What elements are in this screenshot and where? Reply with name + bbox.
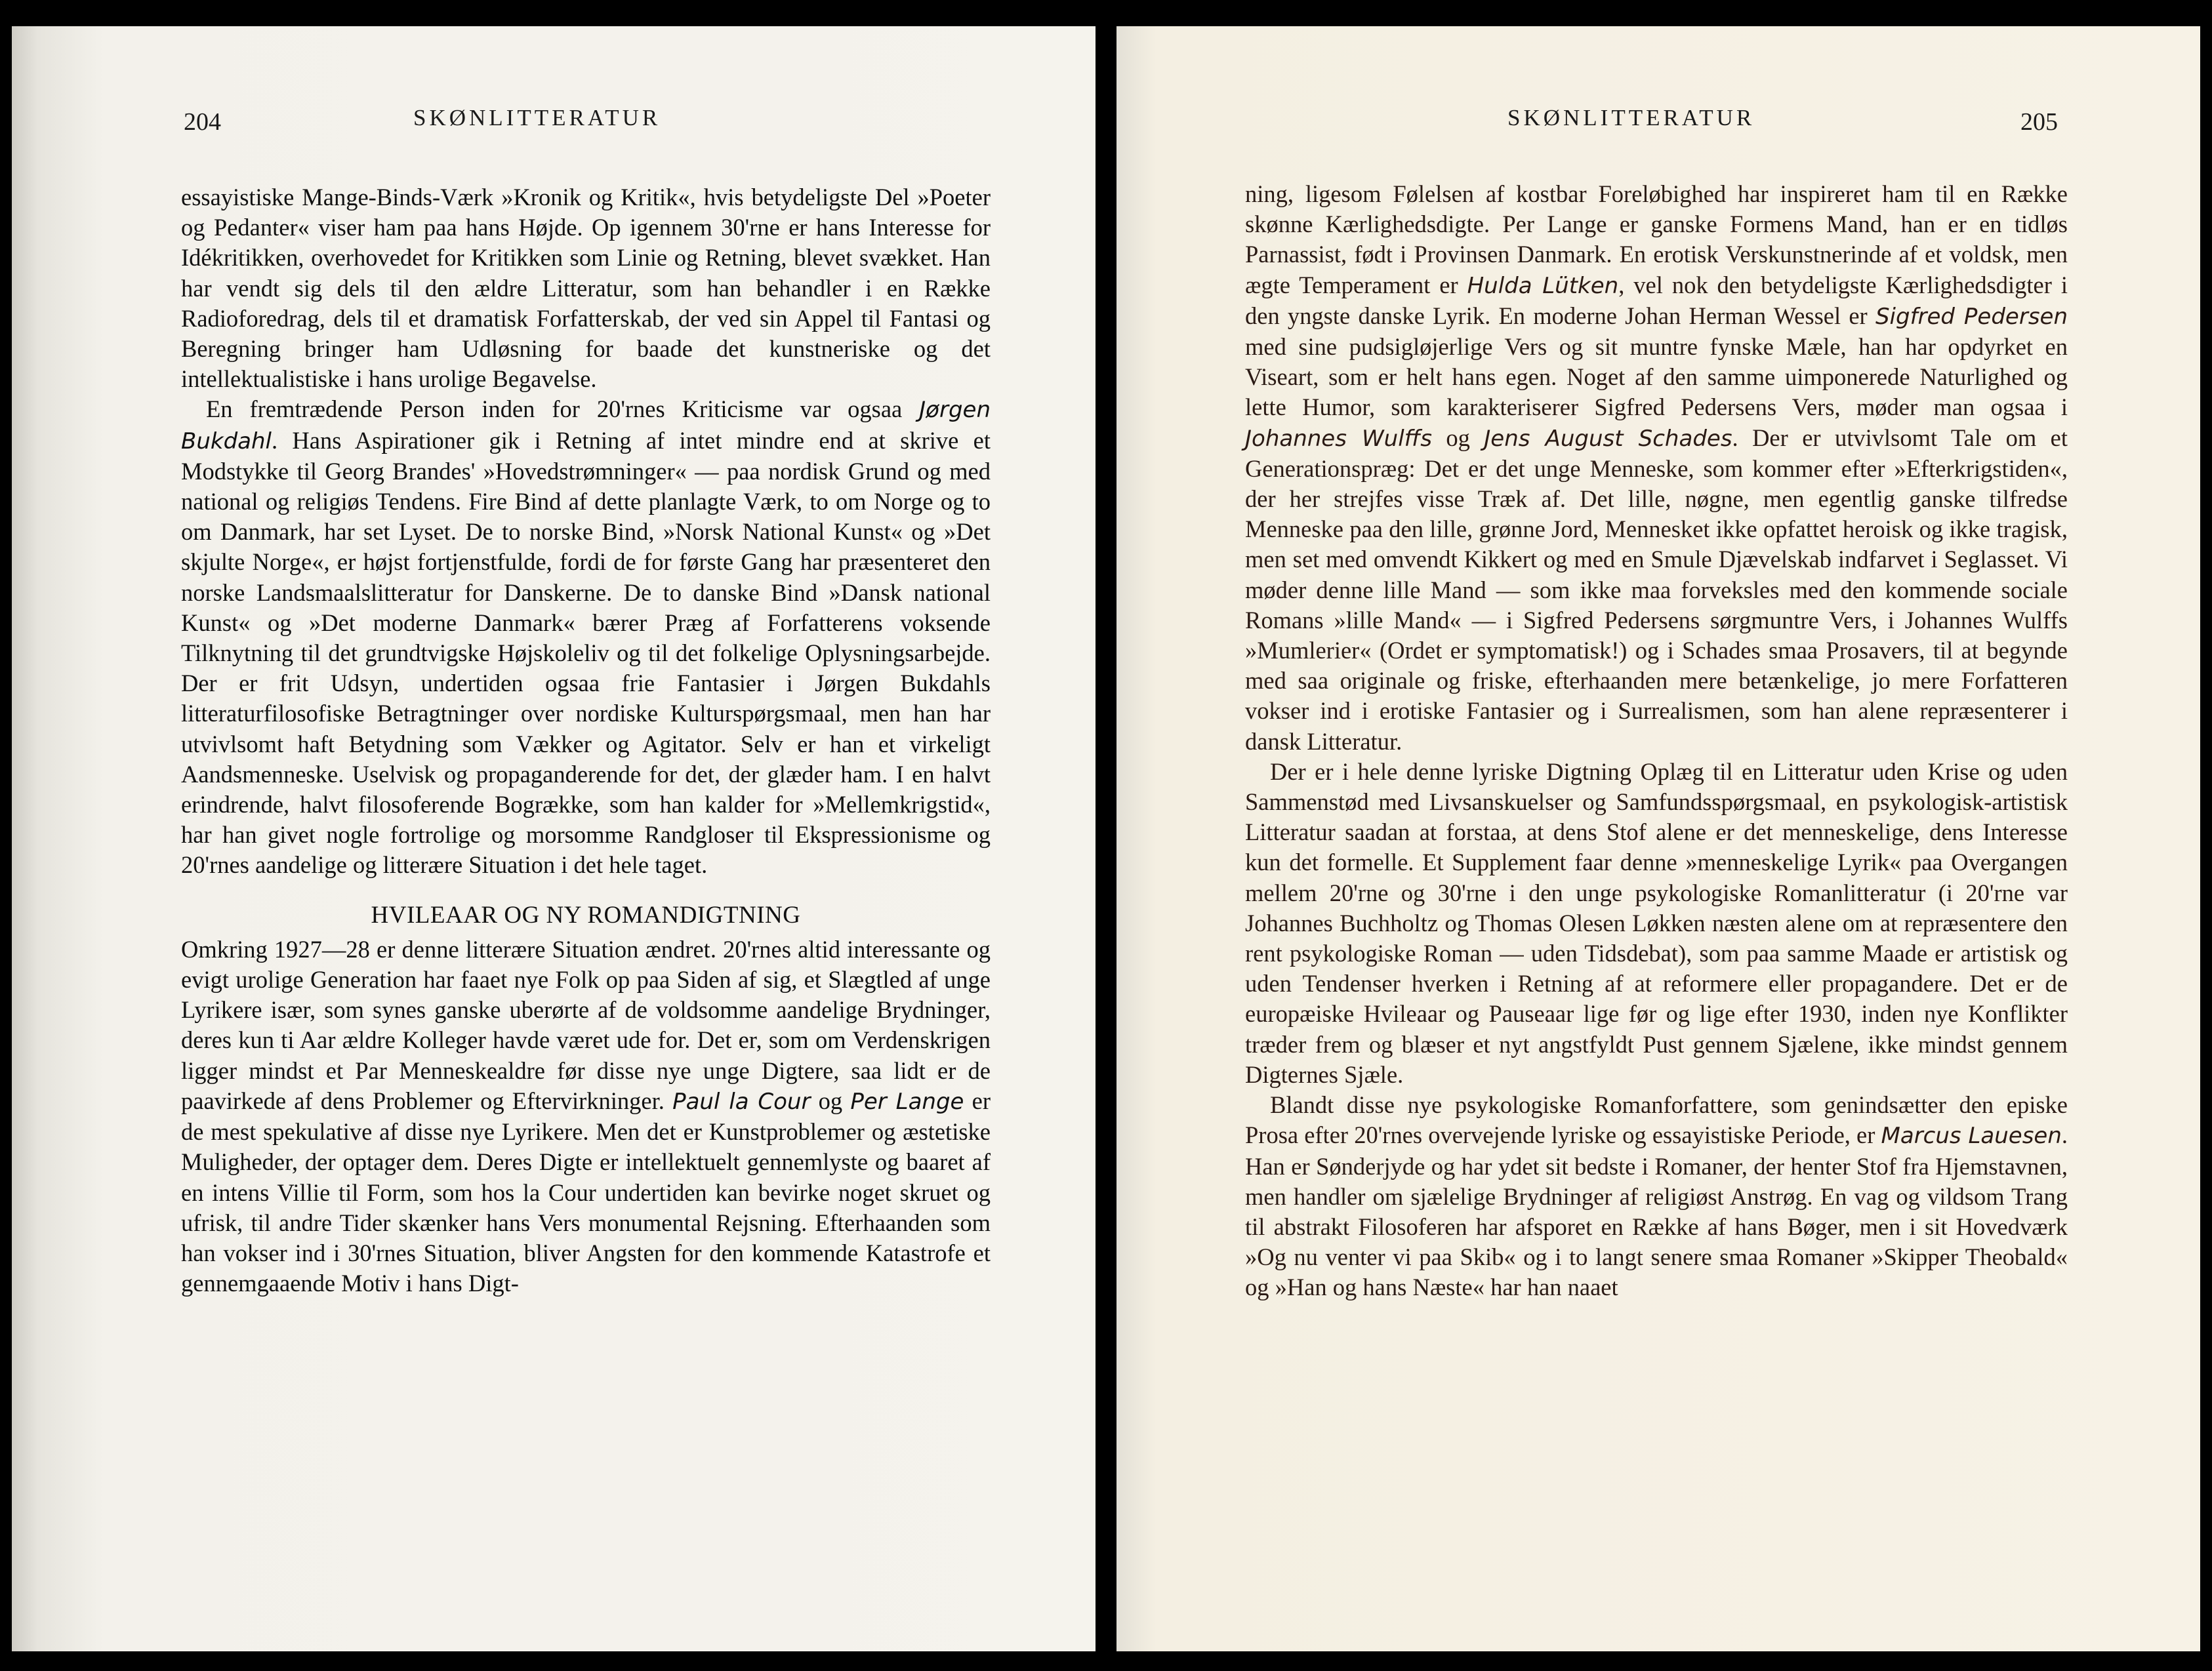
italic-name: Hulda Lütken [1467, 272, 1619, 299]
page-body [181, 182, 991, 1299]
paragraph [1245, 179, 2068, 757]
text-run: Der er i hele denne lyriske Digtning Oplæg til en Litteratur uden Krise og uden Sammenstød med Livsanskuelser og Samfundsspørgsmaal, en psykologisk-artistisk Litteratur saadan at forstaa, at dens Stof alene er det menneskelige, dens Interesse kun det formelle. Et Supplement faar denne »menneskelige Lyrik« paa Overgangen mellem 20'rne og 30'rne i den unge psykologiske Romanlitteratur (i 20'rne var Johannes Buchholtz og Thomas Olesen Løkken næsten alene om at repræsentere den rent psykologiske Roman — uden Tidsdebat), som paa samme Maade er artistisk og uden Tendenser hverken i Retning af at reformere eller propagandere. Det er de europæiske Hvileaar og Pauseaar lige før og lige efter 1930, inden nye Konflikter træder frem og blæser et nyt angstfyldt Pust gennem Sjælene, ikke mindst gennem Digternes Sjæle. [1245, 757, 2068, 1088]
text-run: En fremtrædende Person inden for 20'rnes Kriticisme var ogsaa [206, 395, 920, 423]
paragraph [1245, 1090, 2068, 1302]
left-page [12, 26, 1096, 1651]
italic-name: Johannes Wulffs [1245, 425, 1432, 452]
running-head: SKØNLITTERATUR [1507, 105, 1755, 131]
page-number: 204 [184, 108, 221, 136]
italic-name: Marcus Lauesen [1881, 1123, 2062, 1150]
running-head: SKØNLITTERATUR [413, 105, 661, 131]
text-run: ning, ligesom Følelsen af kostbar Foreløbighed har inspireret ham til en Række skønne Kærlighedsdigte. Per Lange er ganske Formens Mand, han er en tidløs Parnassist, født i Provinsen Danmark. En erotisk Verskunstnerinde af et voldsk, men ægte Temperament er [1245, 180, 2068, 298]
text-run: , vel nok den betydeligste Kærlighedsdigter i den yngste danske Lyrik. En moderne Johan Herman Wessel er [1245, 271, 2068, 329]
text-run: og [1431, 424, 1485, 451]
italic-name: Jørgen Bukdahl [181, 397, 991, 454]
text-run: essayistiske Mange-Binds-Værk »Kronik og Kritik«, hvis betydeligste Del »Poeter og Pedanter« viser ham paa hans Højde. Op igennem 30'rne er hans Interesse for Idékritikken, overhovedet for Kritikken som Linie og Retning, blevet svækket. Han har vendt sig dels til den ældre Litteratur, som han behandler i en Række Radioforedrag, dels til et dramatisk Forfatterskab, der ved sin Appel til Fantasi og Beregning bringer ham Udløsning for baade det kunstneriske og det intellektualistiske i hans urolige Begavelse. [181, 184, 991, 393]
text-run: og [810, 1087, 851, 1114]
page-body [1245, 179, 2068, 1303]
paragraphs-before [181, 182, 991, 881]
text-run: med sine pudsigløjerlige Vers og sit muntre fynske Mæle, han har opdyrket en Viseart, som er helt hans egen. Noget af den samme uimponerede Naturlighed og lette Humor, som karakteriserer Sigfred Pedersens Vers, møder man ogsaa i [1245, 333, 2068, 421]
right-page [1116, 26, 2200, 1651]
text-run: . Han er Sønderjyde og har ydet sit bedste i Romaner, der henter Stof fra Hjemstavnen, men handler om sjælelige Brydninger af religiøst Anstrøg. En vag og vildsom Trang til abstrakt Filosoferen har afsporet en Række af hans Bøger, men i sit Hovedværk »Og nu venter vi paa Skib« og i to langt senere smaa Romaner »Skipper Theobald« og »Han og hans Næste« har han naaet [1245, 1121, 2068, 1301]
paragraph [1245, 757, 2068, 1090]
paragraph [181, 182, 991, 394]
italic-name: Per Lange [850, 1088, 964, 1115]
paragraph [181, 935, 991, 1299]
text-run: er de mest spekulative af disse nye Lyrikere. Men det er Kunstproblemer og æstetiske Muligheder, der optager dem. Deres Digte er intellektuelt gennemlyste og baaret af en intens Villie til Form, som hos la Cour undertiden kan bevirke noget skruet og ufrisk, til andre Tider skænker hans Vers monumental Rejsning. Efterhaanden som han vokser ind i 30'rnes Situation, bliver Angsten for den kommende Katastrofe et gennemgaaende Motiv i hans Digt- [181, 1087, 991, 1297]
text-run: Omkring 1927—28 er denne litterære Situation ændret. 20'rnes altid interessante og evigt urolige Generation har faaet nye Folk op paa Siden af sig, et Slægtled af unge Lyrikere især, som synes ganske uberørte af de voldsomme aandelige Brydninger, deres kun ti Aar ældre Kolleger havde været ude for. Det er, som om Verdenskrigen ligger mindst et Par Menneskealdre før disse nye unge Digtere, saa lidt er de paavirkede af dens Problemer og Eftervirkninger. [181, 935, 991, 1114]
text-run: . Der er utvivlsomt Tale om et Generationspræg: Det er det unge Menneske, som kommer efter »Efterkrigstiden«, der her strejfes visse Træk af. Det lille, nøgne, men egentlig ganske tilfredse Menneske paa den lille, grønne Jord, Mennesket ikke opfattet heroisk og ikke tragisk, men set med omvendt Kikkert og med en Smule Djævelskab indfarvet i Seglasset. Vi møder denne lille Mand — som ikke maa forveksles med den kommende sociale Romans »lille Mand« — i Sigfred Pedersens sørgmuntre Vers, i Johannes Wulffs »Mumlerier« (Ordet er symptomatisk!) og i Schades smaa Prosavers, til at begynde med saa originale og friske, efterhaanden mere betænkelige, jo mere Forfatteren vokser ind i erotiske Fantasier og i Surrealismen, som han alene repræsenterer i dansk Litteratur. [1245, 424, 2068, 755]
italic-name: Jens August Schades [1484, 425, 1732, 452]
italic-name: Sigfred Pedersen [1875, 303, 2068, 330]
section-heading: HVILEAAR OG NY ROMANDIGTNING [371, 901, 801, 929]
italic-name: Paul la Cour [672, 1088, 811, 1115]
paragraph [181, 394, 991, 880]
page-number: 205 [2020, 108, 2058, 136]
text-run: . Hans Aspirationer gik i Retning af intet mindre end at skrive et Modstykke til Georg Brandes' »Hovedstrømninger« — paa nordisk Grund og med national og religiøs Tendens. Fire Bind af dette planlagte Værk, to om Norge og to om Danmark, har set Lyset. De to norske Bind, »Norsk National Kunst« og »Det skjulte Norge«, er højst fortjenstfulde, fordi de for første Gang har præsenteret den norske Landsmaalslitteratur for Danskerne. De to danske Bind »Dansk national Kunst« og »Det moderne Danmark« bærer Præg af Forfatterens voksende Tilknytning til det grundtvigske Højskoleliv og til det folkelige Oplysningsarbejde. Der er frit Udsyn, undertiden ogsaa frie Fantasier i Jørgen Bukdahls litteraturfilosofiske Betragtninger over nordiske Kulturspørgsmaal, men han har utvivlsomt haft Betydning som Vækker og Agitator. Selv er han et virkeligt Aandsmenneske. Uselvisk og propaganderende for det, der glæder ham. I en halvt erindrende, halvt filosoferende Bogrække, som han kalder for »Mellemkrigstid«, har han givet nogle fortrolige og morsomme Randgloser til Ekspressionisme og 20'rnes aandelige og litterære Situation i det hele taget. [181, 426, 991, 879]
paragraphs-after [181, 935, 991, 1299]
text-run: Blandt disse nye psykologiske Romanforfattere, som genindsætter den episke Prosa efter 20'rnes overvejende lyriske og essayistiske Periode, er [1245, 1091, 2068, 1149]
paragraphs [1245, 179, 2068, 1303]
